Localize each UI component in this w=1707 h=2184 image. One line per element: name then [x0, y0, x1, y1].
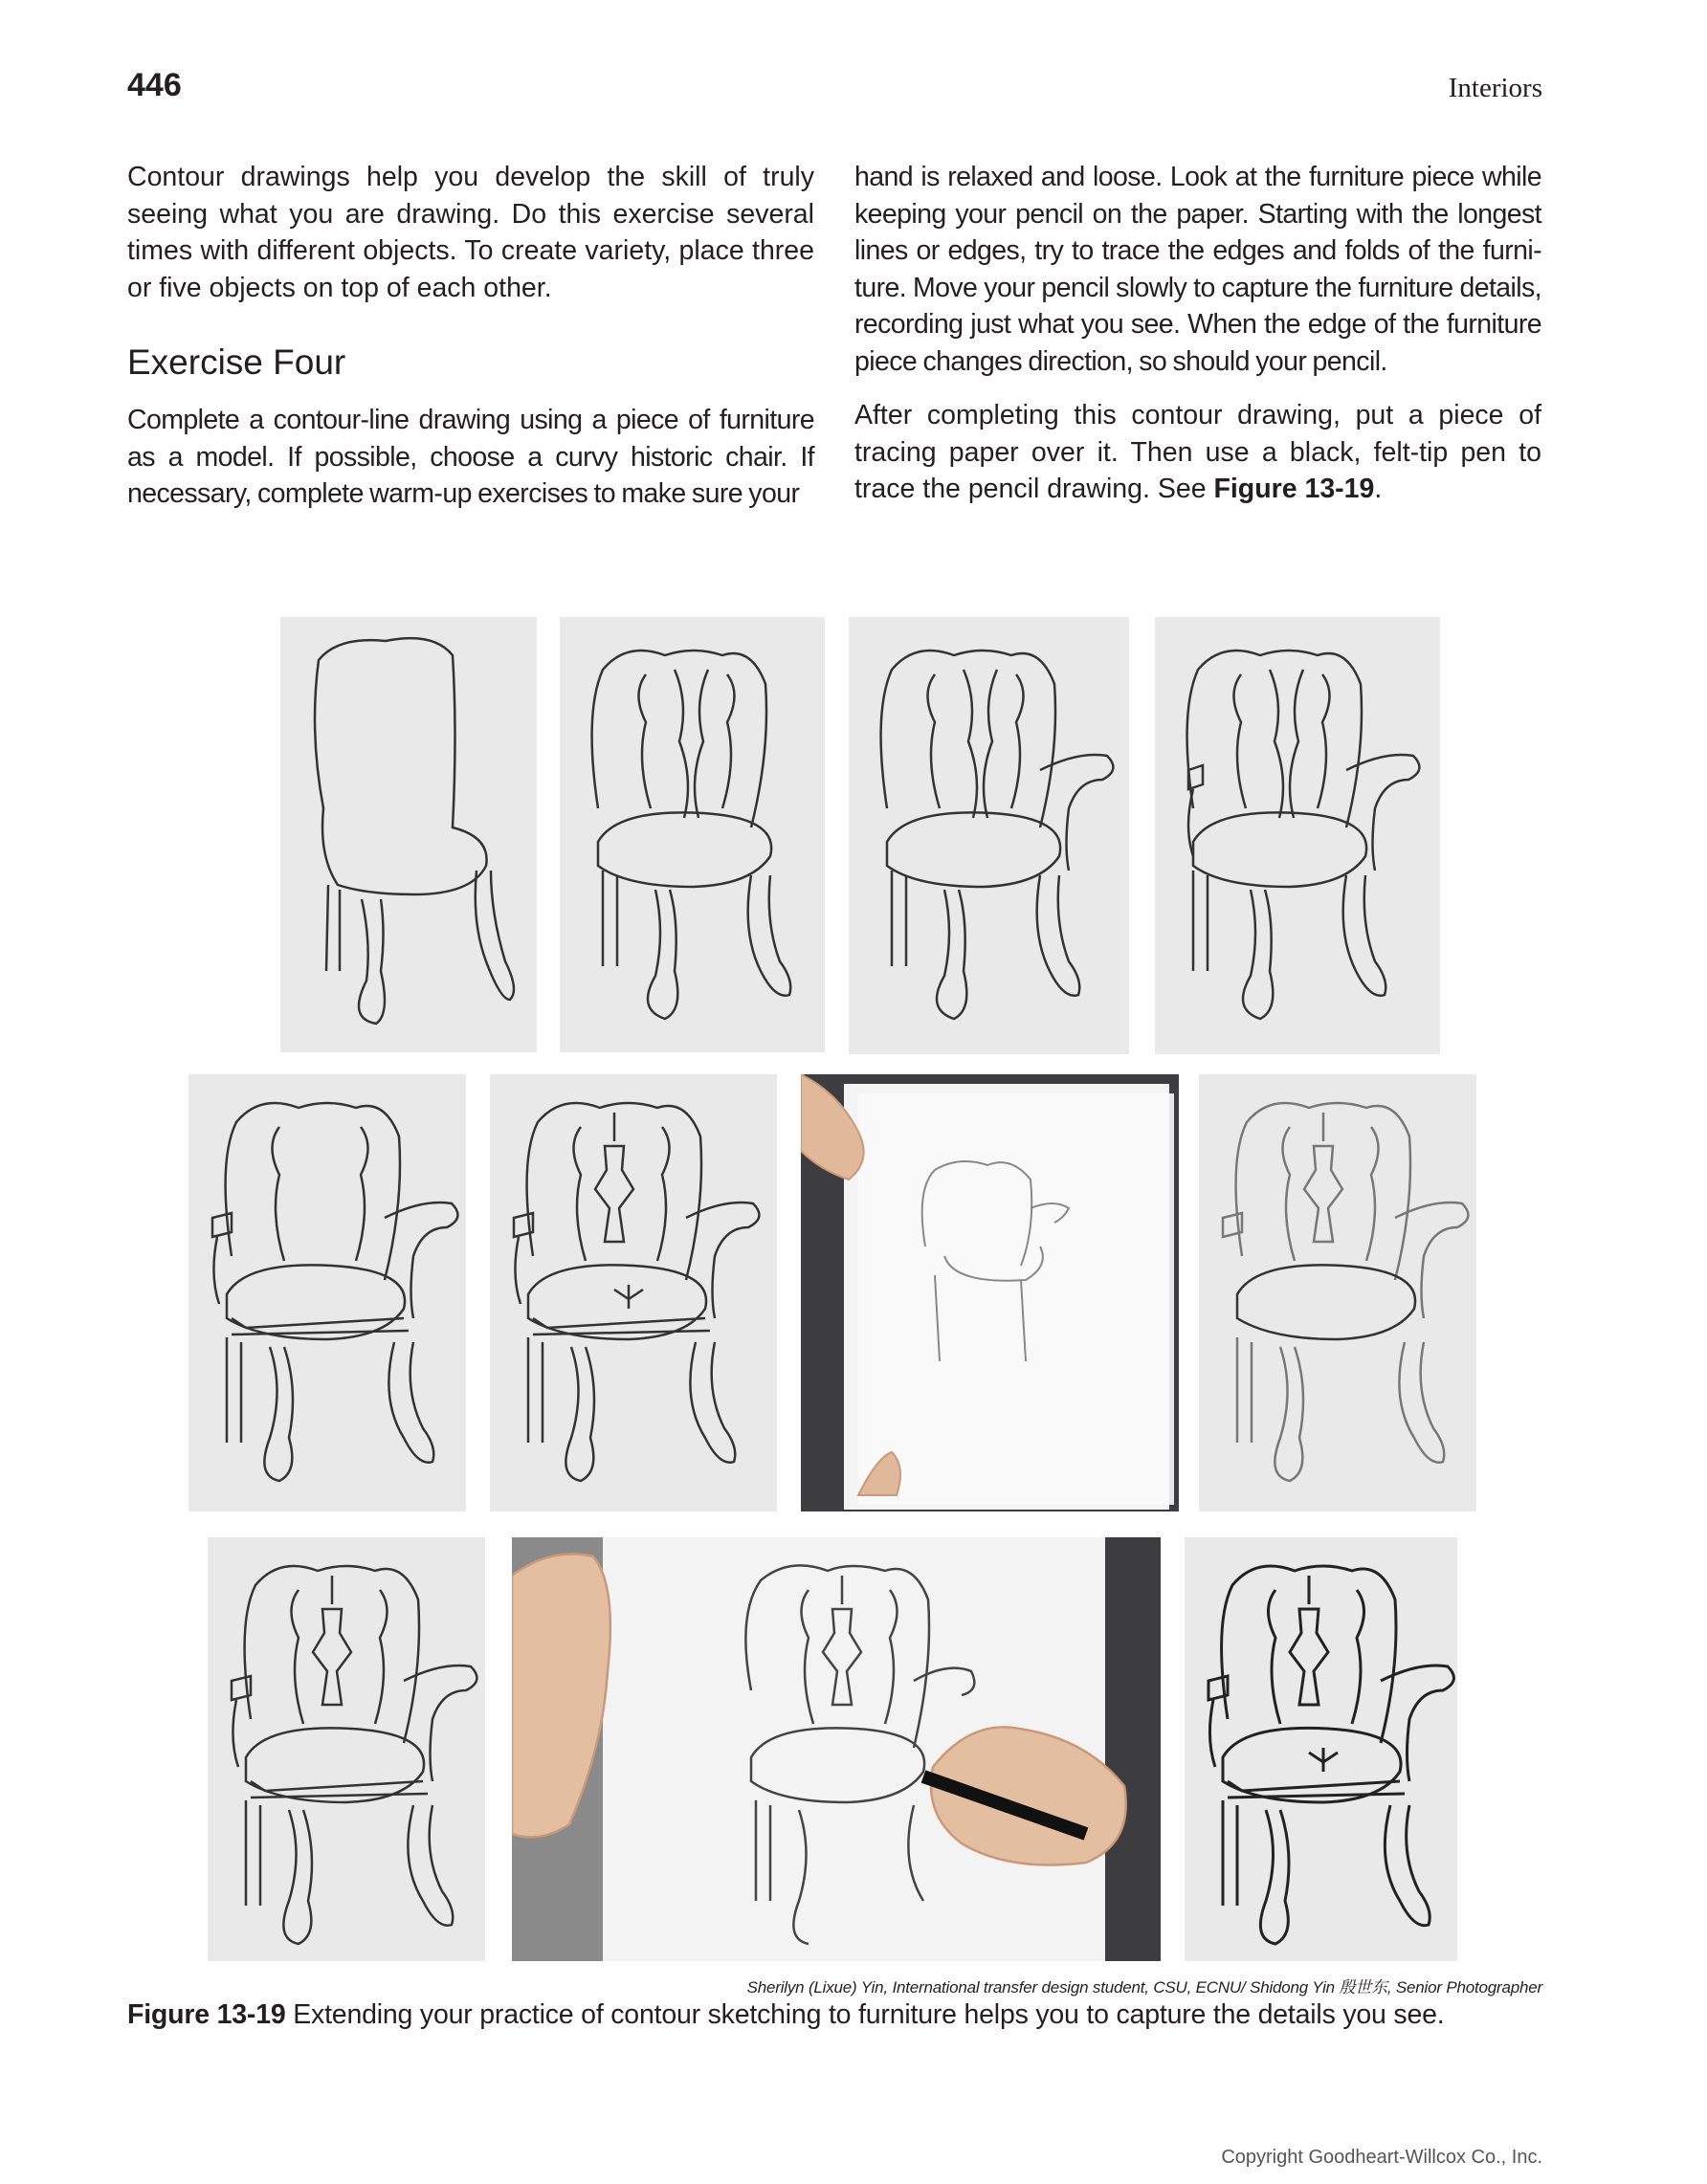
right-paragraph-1: hand is relaxed and loose. Look at the furniture piece while keeping your pencil on the paper. Starting with the longest lines or edges, try to trace the edges and folds of the furni-ture. Move your pencil slowly to capture the furniture details, recording just what you see. When the edge of the furniture piece changes direction, so should your pencil. [854, 162, 1541, 377]
right-paragraph-2-end: . [1374, 474, 1383, 504]
figure-photo-11 [1185, 1537, 1457, 1961]
figure-photo-8 [1199, 1074, 1476, 1511]
figure-photo-6 [490, 1074, 777, 1511]
figure-photo-9 [208, 1537, 485, 1961]
figure-photo-10 [512, 1537, 1161, 1961]
figure-photo-4 [1155, 617, 1440, 1054]
figure-reference: Figure 13-19 [1213, 474, 1375, 504]
left-paragraph-2: Complete a contour-line drawing using a piece of furniture as a model. If possible, choose a curvy historic chair. If necessary, complete warm-up exercises to make sure your [127, 405, 814, 509]
figure-photo-2 [560, 617, 825, 1052]
running-head: Interiors [1448, 73, 1542, 103]
photo-credit: Sherilyn (Lixue) Yin, International transfer design student, CSU, ECNU/ Shidong Yin 殷世东, Senior Photographer [746, 1978, 1542, 1996]
page-number: 446 [127, 67, 182, 103]
copyright-footer: Copyright Goodheart-Willcox Co., Inc. [1221, 2147, 1542, 2168]
figure-photo-1 [280, 617, 537, 1052]
figure-photo-7 [801, 1074, 1179, 1511]
figure-photo-3 [849, 617, 1129, 1054]
figure-caption-label: Figure 13-19 [127, 1999, 286, 2030]
right-paragraph-2 [854, 397, 1541, 508]
left-paragraph-1: Contour drawings help you develop the skill of truly seeing what you are drawing. Do this exercise several times with different objects. To create variety, place three or five objects on top of each other. [127, 162, 814, 303]
section-heading: Exercise Four [127, 342, 346, 382]
right-column [854, 159, 1541, 525]
right-paragraph-2-text: After completing this contour drawing, put a piece of tracing paper over it. Then use a black, felt-tip pen to trace the pencil drawing. See [854, 400, 1541, 504]
figure-caption-text: Extending your practice of contour sketching to furniture helps you to capture the details you see. [285, 1999, 1445, 2030]
left-column [127, 159, 814, 530]
figure-caption [127, 1999, 1444, 2031]
figure-photo-5 [188, 1074, 466, 1511]
